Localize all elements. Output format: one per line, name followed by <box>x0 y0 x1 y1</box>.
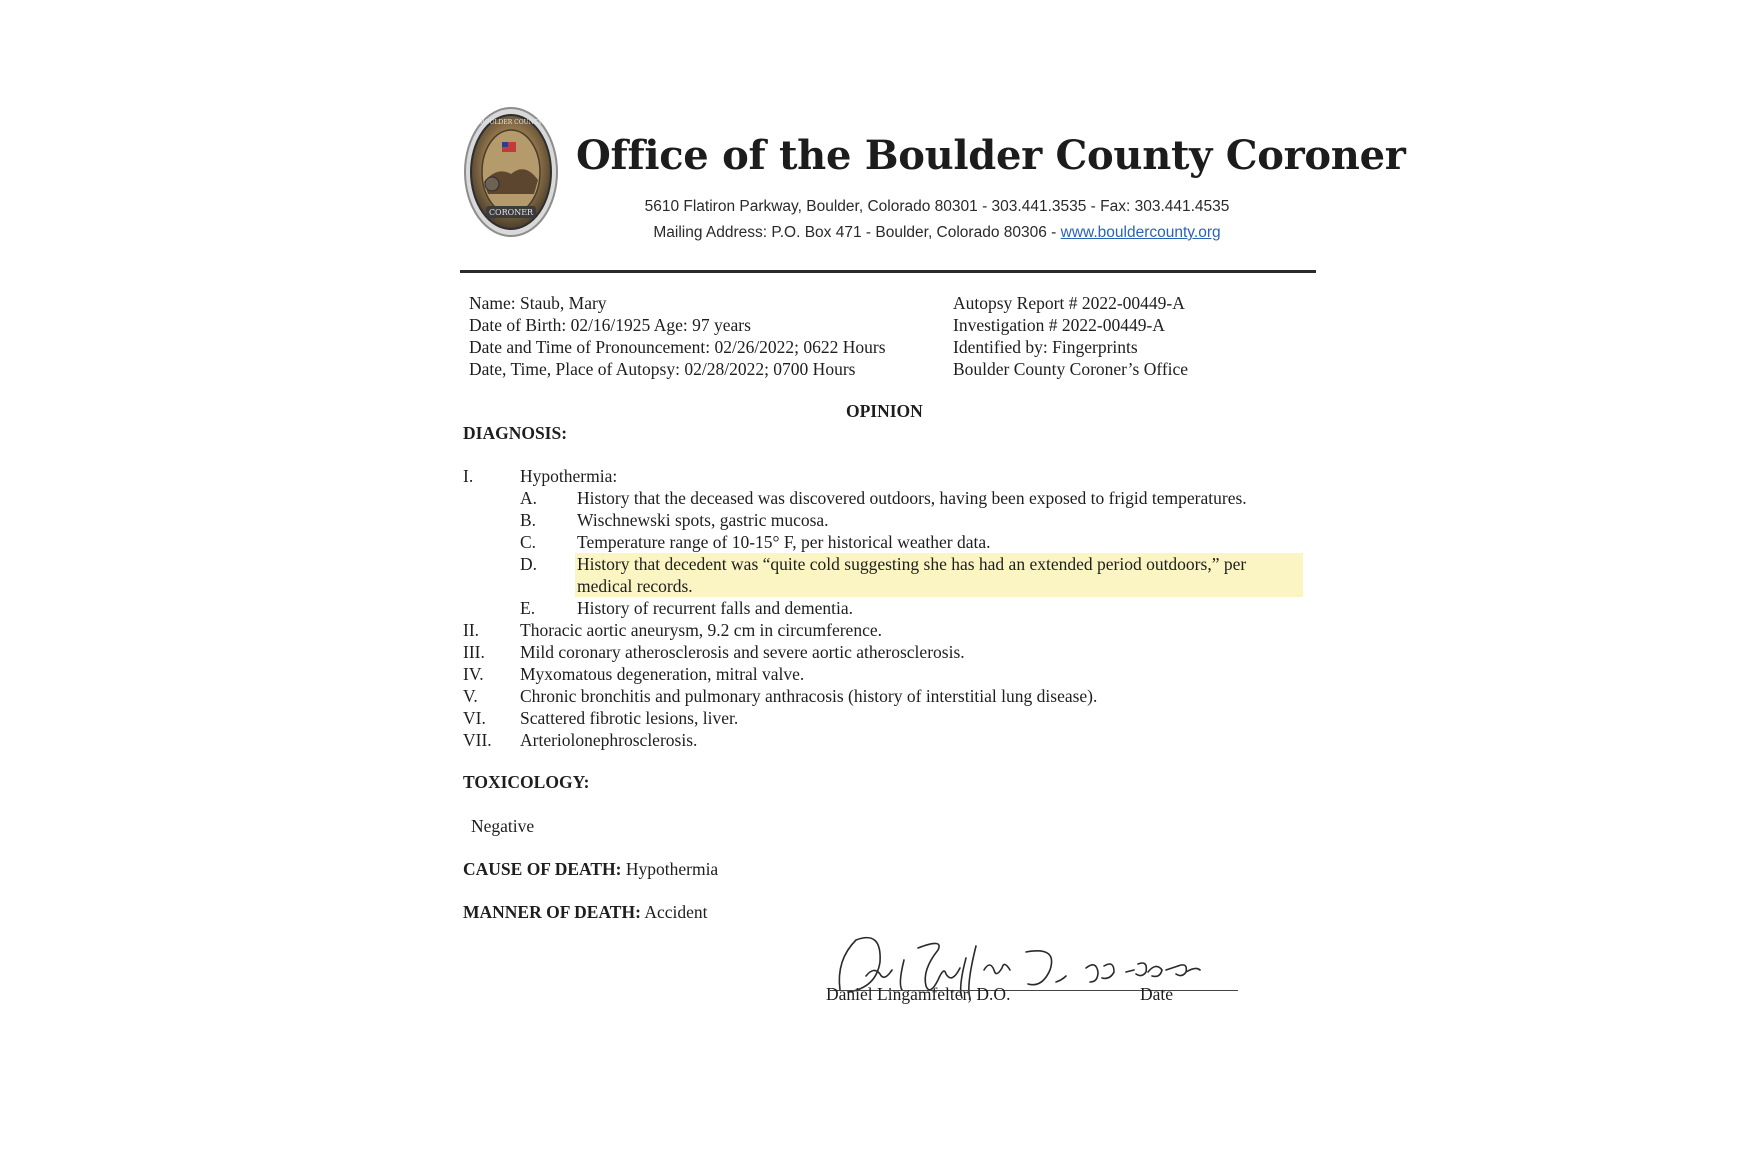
sub-letter: A. <box>520 488 538 508</box>
list-number: VII. <box>463 730 492 750</box>
sub-letter: D. <box>520 554 538 574</box>
manner-of-death <box>463 901 707 923</box>
website-link[interactable]: www.bouldercounty.org <box>1060 224 1221 241</box>
diagnosis-item: Chronic bronchitis and pulmonary anthracosis (history of interstitial lung disease). <box>520 686 1098 706</box>
mailing-address <box>578 224 1296 242</box>
diagnosis-item: Mild coronary atherosclerosis and severe aortic atherosclerosis. <box>520 642 965 662</box>
sub-letter: E. <box>520 598 536 618</box>
toxicology-heading: TOXICOLOGY: <box>463 772 590 792</box>
list-number: IV. <box>463 664 484 684</box>
sub-item-highlighted-continued: medical records. <box>577 576 693 596</box>
sub-letter: C. <box>520 532 537 552</box>
coroner-office-line: Boulder County Coroner’s Office <box>953 359 1189 379</box>
list-number: II. <box>463 620 480 640</box>
diagnosis-item: Scattered fibrotic lesions, liver. <box>520 708 739 728</box>
decedent-name: Name: Staub, Mary <box>469 293 607 313</box>
header-divider <box>460 270 1316 273</box>
cause-value: Hypothermia <box>621 859 719 879</box>
sub-item: Temperature range of 10-15° F, per historical weather data. <box>577 532 991 552</box>
signer-name: Daniel Lingamfelter, D.O. <box>826 984 1011 1004</box>
manner-value: Accident <box>640 902 708 922</box>
coroner-badge-logo <box>462 104 560 240</box>
autopsy-date: Date, Time, Place of Autopsy: 02/28/2022; 0700 Hours <box>469 359 856 379</box>
office-title: Office of the Boulder County Coroner <box>576 132 1406 179</box>
diagnosis-item: Myxomatous degeneration, mitral valve. <box>520 664 805 684</box>
date-label: Date <box>1140 984 1174 1004</box>
mailing-address-text: Mailing Address: P.O. Box 471 - Boulder, Colorado 80306 - <box>653 224 1061 241</box>
list-number: III. <box>463 642 485 662</box>
toxicology-result: Negative <box>471 816 535 836</box>
sub-item: History that the deceased was discovered outdoors, having been exposed to frigid temperatures. <box>577 488 1247 508</box>
diagnosis-item: Thoracic aortic aneurysm, 9.2 cm in circumference. <box>520 620 882 640</box>
autopsy-report-number: Autopsy Report # 2022-00449-A <box>953 293 1185 313</box>
diagnosis-item: Arteriolonephrosclerosis. <box>520 730 698 750</box>
diagnosis-item: Hypothermia: <box>520 466 618 486</box>
sub-item: Wischnewski spots, gastric mucosa. <box>577 510 829 530</box>
manner-label: MANNER OF DEATH: <box>463 902 641 922</box>
svg-text:BOULDER COUNTY: BOULDER COUNTY <box>480 119 542 126</box>
list-number: VI. <box>463 708 486 728</box>
office-address: 5610 Flatiron Parkway, Boulder, Colorado 80301 - 303.441.3535 - Fax: 303.441.4535 <box>644 198 1230 215</box>
sub-letter: B. <box>520 510 537 530</box>
cause-of-death <box>463 858 718 880</box>
list-number: I. <box>463 466 474 486</box>
sub-item-highlighted: History that decedent was “quite cold suggesting she has had an extended period outdoors,” per <box>577 554 1247 574</box>
date-of-birth: Date of Birth: 02/16/1925 Age: 97 years <box>469 315 751 335</box>
svg-text:CORONER: CORONER <box>488 208 534 217</box>
cause-label: CAUSE OF DEATH: <box>463 859 622 879</box>
list-number: V. <box>463 686 478 706</box>
sub-item: History of recurrent falls and dementia. <box>577 598 854 618</box>
identified-by: Identified by: Fingerprints <box>953 337 1138 357</box>
pronouncement-date: Date and Time of Pronouncement: 02/26/2022; 0622 Hours <box>469 337 886 357</box>
investigation-number: Investigation # 2022-00449-A <box>953 315 1165 335</box>
diagnosis-heading: DIAGNOSIS: <box>463 423 568 443</box>
opinion-heading: OPINION <box>846 401 923 421</box>
